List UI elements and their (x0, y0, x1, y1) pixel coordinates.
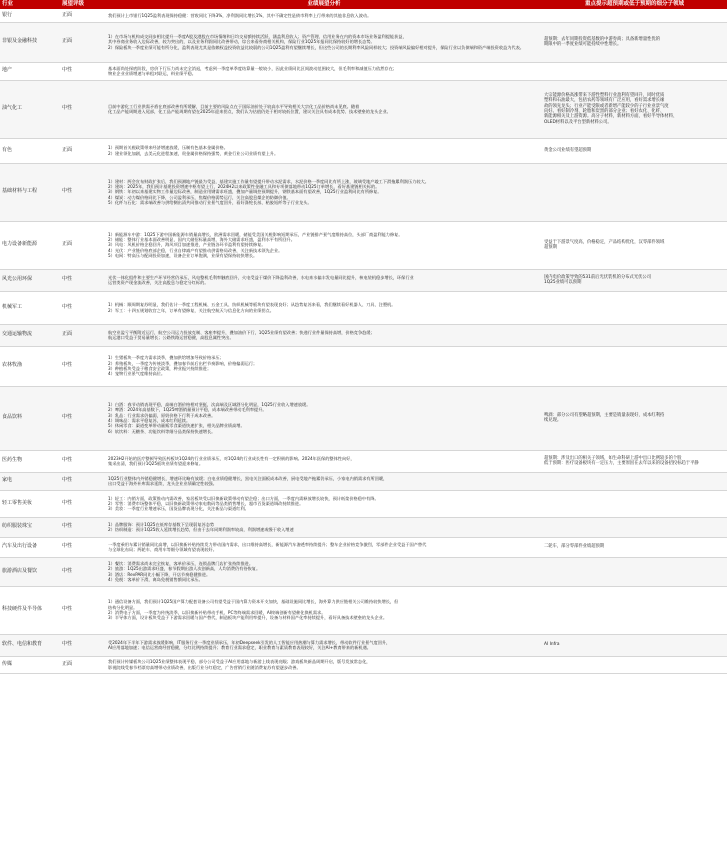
focus-cell (542, 517, 727, 537)
table-row (0, 138, 727, 163)
focus-line: 二轮车，部分零部件业绩超预期 (544, 544, 605, 550)
industry-cell: 交通运输物流 (0, 324, 60, 346)
analysis-cell (106, 586, 542, 634)
table-header (0, 0, 727, 9)
analysis-line: 1）建材：两会宣布财政扩张后，我们预测地产链最为受益，基建实施工作量有望提升带动水泥需求，水泥价格一季度同比有所上涨，玻璃受地产竣工下滑拖累利润压力较大。 (108, 178, 429, 184)
analysis-line: 航空业盈亏平衡附近运行，航空公司运力投放克制、客座率提升，叠加油价下行，1Q25业绩有望改善；快递行业件量保持高增，价格竞争趋缓； (108, 329, 375, 335)
analysis-line: 2）建筑：2025年，我们预计基建投资增速中枢有望上行，2024H2以来政策性金融工具和专项债落地带动1Q25订单增长，看好基建链相关标的。 (108, 184, 380, 190)
rating-cell: 正面 (60, 138, 106, 163)
analysis-line: 1）餐饮：消费需求尚未完全恢复，客单价承压，连锁品牌门店扩张持续推进。 (108, 560, 254, 566)
analysis-line: 4）光伏：产业链价格底部企稳，行业自律减产有望推动供需格局改善，关注新技术领先企业。 (108, 247, 283, 253)
focus-cell (542, 9, 727, 22)
table-row (0, 62, 727, 80)
analysis-line: 5）电网：特高压与配网投资加速，设备企业订单饱满，业绩有望保持较快增长。 (108, 252, 258, 258)
table-row (0, 472, 727, 490)
analysis-cell (106, 656, 542, 673)
focus-cell (542, 346, 727, 386)
analysis-line: 集采出清，我们预计1Q25板块业绩有望迎来修复。 (108, 461, 204, 466)
industry-cell: 电力设备新能源 (0, 221, 60, 269)
focus-cell (542, 221, 727, 269)
analysis-cell (106, 291, 542, 324)
analysis-line: 基本面尚处探底阶段，房价下行压力尚未完全消退，考虑到一季度单季度结算量一般较小，因此业绩同比区间波动范围较大，但毛利率和减值压力依然存在； (108, 65, 397, 71)
industry-cell: 油气化工 (0, 80, 60, 138)
analysis-line: 3）钢铁：年初以来基建实物工作量边际改善，制造业用钢需求旺盛，叠加产量调控预期提升，钢铁基本面有望改善，1Q25行业盈利同比有所修复。 (108, 189, 382, 195)
analysis-line: 与全球化布局；两轮车、商用车等细分领域有望表现较好。 (108, 547, 217, 552)
analysis-line: 一季度乘用车累计销量同比高增，以旧换新补贴持续发力带动国内需求，出口维持高增长，新能源汽车渗透率持续提升；整车企业价格竞争激烈，零部件企业受益于国产替代 (108, 541, 427, 547)
analysis-line: 受2024年下半年下游需求放缓影响，IT服务行业一季度业绩承压，年初Deepseek引发的人工智能应用热潮与算力需求增长，带动软件行业景气度回升， (108, 639, 391, 645)
rating-cell: 中性 (60, 62, 106, 80)
analysis-line: 航运港口受益于贸易量增长；公路铁路运营稳健，高股息属性突出。 (108, 335, 234, 340)
analysis-cell (106, 472, 542, 490)
table-row (0, 586, 727, 634)
analysis-line: 1）品牌服饰：预计1Q25在低库存基数下呈现弱复苏态势 (108, 521, 215, 527)
analysis-cell (106, 346, 542, 386)
table-row (0, 634, 727, 656)
focus-line: 向好。看好制冷剂、轮胎和炭黑的部分企业；看好农化、化纤、 (544, 109, 665, 114)
table-row (0, 490, 727, 517)
industry-cell: 家电 (0, 472, 60, 490)
analysis-line: 1）白酒：春节动销表现平稳，高端白酒价格相对坚挺，次高端及区域酒分化明显，1Q25行业收入增速放缓。 (108, 402, 311, 408)
analysis-cell (106, 221, 542, 269)
table-row (0, 557, 727, 586)
analysis-line: 我们预计上市银行1Q25盈利表现保持稳健：营收同比下降3%，净利润同比增长1%，其中不确定性是债市利率上行带来的其他非息收入波动。 (108, 12, 372, 18)
header-industry: 行业 (0, 0, 60, 9)
analysis-line: 4）免税：客单价下滑，离岛免税销售额同比承压。 (108, 576, 203, 582)
analysis-line: 1）轻工：内销方面，政策推动内需改善，家居板块受以旧换新政策带动有望企稳；出口方面，一季度内需释放增长较快，预计纸浆价格稳中有降。 (108, 495, 379, 501)
focus-line: AI Infra (544, 642, 560, 648)
header-rating: 展望评级 (60, 0, 106, 9)
focus-line: 故的领先龙头；行业产能受限或者新增产能较少的子行业业景气度 (544, 103, 669, 109)
analysis-line: 2）消费电子方面，一季度为传统淡季，以旧换新补贴带动手机、PC等终端需求回暖，AI终端创新有望催化换机需求。 (108, 610, 326, 615)
analysis-cell (106, 517, 542, 537)
rating-cell: 中性 (60, 80, 106, 138)
industry-cell: 纺织服装珠宝 (0, 517, 60, 537)
rating-cell: 中性 (60, 291, 106, 324)
focus-line: 超预期：去年同期投资低基数的中游券商；具备新增量性优的 (544, 36, 661, 42)
focus-line: 新能源相关及上游资源。高分子材料，新材料方面，看好半导体材料、 (544, 114, 678, 120)
industry-cell: 汽车及出行设备 (0, 537, 60, 557)
rating-cell: 中性 (60, 634, 106, 656)
industry-cell: 机械军工 (0, 291, 60, 324)
rating-cell: 中性 (60, 517, 106, 537)
focus-cell (542, 656, 727, 673)
analysis-line: 1）生猪板块一季度为需求淡季，叠加供给增加导致价格承压； (108, 355, 224, 361)
analysis-line: 3）半导体方面，设计板块受益于下游需求回暖与国产替代，制造板块产能利用率提升，设备与材料国产化率持续提升，看好具备技术壁垒的龙头企业。 (108, 615, 388, 621)
analysis-line: 出口受益于海外补库需求延续，龙头企业业绩确定性较强。 (108, 481, 217, 486)
analysis-line: 2）啤酒：2024年高基数下，1Q25啤酒销量预计平稳，成本端改善带动毛利率提升。 (108, 407, 267, 413)
rating-cell: 中性 (60, 386, 106, 450)
rating-cell: 中性 (60, 586, 106, 634)
analysis-line: 4）煤炭：动力煤价格同比下降，公司盈利承压，焦煤价格弱势运行，关注高股息煤企的防御价值。 (108, 194, 291, 200)
focus-line: 黄金公司业绩有望超预期 (544, 147, 592, 153)
analysis-line: 6）软饮料：无糖茶、功能饮料等细分品类保持快速增长。 (108, 428, 216, 434)
industry-cell: 农林牧渔 (0, 346, 60, 386)
analysis-cell (106, 537, 542, 557)
header-focus: 重点提示超预期或低于预期的细分子领域 (542, 0, 727, 9)
analysis-line: 2）纺织制造：预计1Q25收入延续增长趋势，但由于去年同期利润率较高，利润增速或慢于收入增速 (108, 527, 294, 532)
focus-cell (542, 472, 727, 490)
focus-line: 1Q25业绩可以预期 (544, 280, 582, 285)
focus-cell (542, 490, 727, 517)
analysis-line: 2）养殖板块，一季度为传统淡季，叠加春节前后出栏节奏影响，价格偏弱运行； (108, 360, 258, 366)
focus-line: 受益于下游景气度高，价格稳定，产品结构优化，汉零部件领域 (544, 239, 665, 245)
table-row (0, 386, 727, 450)
focus-cell (542, 557, 727, 586)
table-row (0, 517, 727, 537)
focus-cell (542, 386, 727, 450)
table-row (0, 656, 727, 673)
focus-line: 啤酒：部分公司有望略超预期，主要是销量表现好，成本红利持 (544, 412, 665, 418)
analysis-cell (106, 557, 542, 586)
industry-cell: 传媒 (0, 656, 60, 673)
analysis-cell (106, 80, 542, 138)
analysis-cell (106, 386, 542, 450)
focus-line: OLED材料以及平台型新材料公司。 (544, 119, 612, 125)
rating-cell: 中性 (60, 346, 106, 386)
analysis-line: 光伏一体化组件和主要生产环节经营仍承压，风电整机毛利率触底回升，火电受益于煤价下降盈利改善，水电来水偏丰发电量同比提升，核电装机稳步增长，环保行业 (108, 274, 414, 280)
analysis-line: 化工品产能周期进入尾部，化工品产能周期有望在2025年迎来拐点，我们认为估值仍处于相对较低位置，建议关注具有成本优势、技术壁垒的龙头企业。 (108, 109, 391, 114)
analysis-line: 影视院线受春节档票房高增带动业绩改善，出版行业分红稳定，广告营销行业随消费复苏有望逐步改善。 (108, 664, 301, 670)
focus-line: 大宗能源价格高涨带来下游性塑料行业盈利有望回升，同时优质 (544, 93, 665, 99)
analysis-line: 3）酒店：RevPAR同比小幅下降，开店节奏稳健推进。 (108, 571, 211, 577)
industry-cell: 医药生物 (0, 450, 60, 472)
industry-cell: 风光公用环保 (0, 269, 60, 291)
analysis-line: 运营类资产现金流改善，关注高股息与稳定分红标的。 (108, 280, 209, 285)
analysis-line: 3）乳品：行业需求仍偏弱，原奶价格下行利于成本改善。 (108, 412, 216, 418)
analysis-line: 物业企业业绩增速与单租对联运，料业绩平稳。 (108, 71, 196, 76)
rating-cell: 中性 (60, 557, 106, 586)
analysis-line: 我们预计传媒板块公司1Q25业绩整体表现平稳，部分公司受益于AI应用落地与新游上线表现亮眼；游戏板块新品周期开启，版号发放常态化， (108, 659, 371, 665)
rating-cell: 中性 (60, 163, 106, 221)
analysis-line: 5）休闲零食：渠道变革带动量贩零食渠道快速扩张，相关品牌业绩高增。 (108, 423, 245, 429)
table-body (0, 9, 727, 673)
focus-line: 续兑现。 (544, 418, 562, 423)
focus-cell (542, 22, 727, 62)
industry-cell: 基础材料与工程 (0, 163, 60, 221)
rating-cell: 中性 (60, 450, 106, 472)
focus-cell (542, 634, 727, 656)
analysis-line: 1Q25行业整体内外销稳健增长，增速环比略有放缓；白电业绩稳健增长，黑电关注面板成本改善，厨电受地产拖累仍承压，小家电内销需求有所回暖， (108, 475, 388, 481)
rating-cell: 正面 (60, 9, 106, 22)
analysis-line: 3）美妆：一季度行业增速承压，国货品牌表现分化，关注新品与渠道红利。 (108, 506, 249, 512)
analysis-line: 其中券商业务收入边际改善，较为突出的，以及业务利润同比改善带动，综合来看券商相关机构，保险行业1Q25年报同比保持较好的增长态势。 (108, 39, 375, 45)
analysis-line: 目前中游化工行业供需矛盾在底部改善有所缓解，目前主要的风险点在于国际油价处于较高水平导致相关大宗化工品价格尚未见底。随着 (108, 103, 360, 109)
table-row (0, 221, 727, 269)
focus-cell (542, 450, 727, 472)
table-row (0, 269, 727, 291)
analysis-line: 1）在市场与机构成交同步相比提升一季度A股及港股在市场情绪和日均交易额持续活跃，涵盖利息收入；资产管理、信用业务在内的资本市场业务盈利提能获益， (108, 34, 407, 40)
analysis-line: 1）预期首关税政策带来经济增速放缓，压制有色基本金属价格。 (108, 145, 228, 151)
analysis-line: 1）通信设备方面，我们预计1Q25国产算力配套设备公司有望受益于国内算力资本开支加快，基础设施同比增长，海外算力供应链相关公司维持较快增长，但 (108, 599, 399, 605)
analysis-line: 5）化纤与石化：需求端改善与供给侧出清共同推动行业景气度回升，看好涤纶长丝、粘胶短纤等子行业龙头。 (108, 199, 312, 205)
focus-line: 期限中的一季度业绩可能持续中性增长。 (544, 42, 622, 47)
industry-cell: 地产 (0, 62, 60, 80)
analysis-line: 2）建业领化加剧，去美元化进程加速，贵金属价格保持强势，黄金行业公司业绩有望上升。 (108, 150, 279, 156)
focus-cell (542, 269, 727, 291)
focus-line: 国内电价政策导致的531前后光伏装机的分布式光伏公司 (544, 274, 652, 280)
analysis-line: 2）保险板块一季度业绩可能有所分化，盈利表现尤其是依赖权益投资收益比较弱的公司1Q25盈利有望继续增长，但这些公司的长期利率风险同样较大；投资端风险偏好相对提升，保险行业以负债端和资产端投资收益为代表。 (108, 44, 524, 50)
analysis-cell (106, 62, 542, 80)
rating-cell: 正面 (60, 22, 106, 62)
rating-cell: 中性 (60, 490, 106, 517)
focus-cell (542, 586, 727, 634)
industry-cell: 科技硬件及半导体 (0, 586, 60, 634)
analysis-cell (106, 9, 542, 22)
header-analysis: 业绩展望分析 (106, 0, 542, 9)
industry-cell: 轻工零售美妆 (0, 490, 60, 517)
table-row (0, 22, 727, 62)
analysis-cell (106, 324, 542, 346)
analysis-line: 3）风电：风机价格企稳回升，海风项目加速推进，产业链各环节盈利有望持续修复。 (108, 242, 266, 248)
industry-cell: 银行 (0, 9, 60, 22)
analysis-line: 3）种植板块受益于粮食安全政策，种业振兴持续推进； (108, 366, 212, 371)
analysis-line: 1）新能源车中游：1Q25下游中国新能源车销量高增长，欧洲需求回暖，储能受美国关税影响短期承压，产业链排产景气度维持高位，头部厂商盈利能力修复。 (108, 231, 403, 237)
analysis-cell (106, 490, 542, 517)
focus-line: 超预期：涉及出口的相关子领域，如生命科研上游中出口比例较多的个股 (544, 455, 682, 461)
table-row (0, 346, 727, 386)
focus-cell (542, 138, 727, 163)
focus-cell (542, 324, 727, 346)
rating-cell: 中性 (60, 537, 106, 557)
analysis-cell (106, 163, 542, 221)
focus-cell (542, 291, 727, 324)
rating-cell: 正面 (60, 324, 106, 346)
focus-cell (542, 537, 727, 557)
table-row (0, 450, 727, 472)
analysis-line: 2023H2开始的医疗整顿导致医药板块1Q24的行业业绩承压，对1Q24的行业成长性有一定积极的影响。2024年医保的整体性向好， (108, 455, 355, 461)
analysis-line: 4）宠物行业景气度维持高位。 (108, 371, 166, 377)
focus-line: 塑料和石油最大，包括农药等领域有广泛应用，看好需求增长缘 (544, 98, 665, 104)
table-row (0, 80, 727, 138)
analysis-cell (106, 450, 542, 472)
table-row (0, 324, 727, 346)
table-row (0, 9, 727, 22)
table-row (0, 163, 727, 221)
analysis-line: 1）机械：顺周期复苏明显，我们估计一季度工程机械、五金工具、纺织机械等板块有望表现良好；从趋势复苏来看，我们继续看好机器人、刀具、注塑机。 (108, 302, 396, 308)
analysis-line: 2）零售：消费市场整体平稳，以旧换新政策带动家电数码等品类销售增长，超市百货渠道调改持续推进。 (108, 500, 304, 506)
rating-cell: 正面 (60, 656, 106, 673)
table-row (0, 537, 727, 557)
focus-cell (542, 163, 727, 221)
analysis-line: 2）储能：整体行业基本面改善明显，国内大储招标量高增，海外大储需求旺盛，盈利水平有所回升。 (108, 237, 295, 243)
industry-cell: 食品饮料 (0, 386, 60, 450)
focus-line: 超预期 (544, 245, 557, 250)
analysis-cell (106, 138, 542, 163)
analysis-cell (106, 269, 542, 291)
analysis-line: 2）军工：十四五规划收官之年，订单有望修复，关注航空航天与信息化方向的业绩拐点。 (108, 307, 274, 313)
analysis-line: 4）调味品：需求平稳复苏，成本红利延续。 (108, 418, 191, 423)
industry-cell: 有色 (0, 138, 60, 163)
focus-line: 低于预期：医疗设备板块有一定压力，主要原因在去年以来的设备招投标趋于平静 (544, 461, 699, 466)
analysis-line: 2）旅游：1Q25出游需求旺盛，春节假期出游人次创新高，人均消费仍有待恢复。 (108, 566, 261, 572)
analysis-line: 结构分化明显。 (108, 604, 138, 610)
industry-cell: 软件、电信和教育 (0, 634, 60, 656)
rating-cell: 正面 (60, 221, 106, 269)
rating-cell: 中性 (60, 472, 106, 490)
focus-cell (542, 80, 727, 138)
rating-cell: 中性 (60, 269, 106, 291)
focus-cell (542, 62, 727, 80)
analysis-cell (106, 22, 542, 62)
analysis-line: AI应用落地加速；电信运营商经营稳健，分红比例持续提升；教育行业需求稳定，职业教育与素质教育表现较好，关注AI+教育带来的新机遇。 (108, 645, 371, 650)
analysis-cell (106, 634, 542, 656)
industry-cell: 旅游酒店及餐饮 (0, 557, 60, 586)
industry-cell: 非银及金融科技 (0, 22, 60, 62)
table-row (0, 291, 727, 324)
